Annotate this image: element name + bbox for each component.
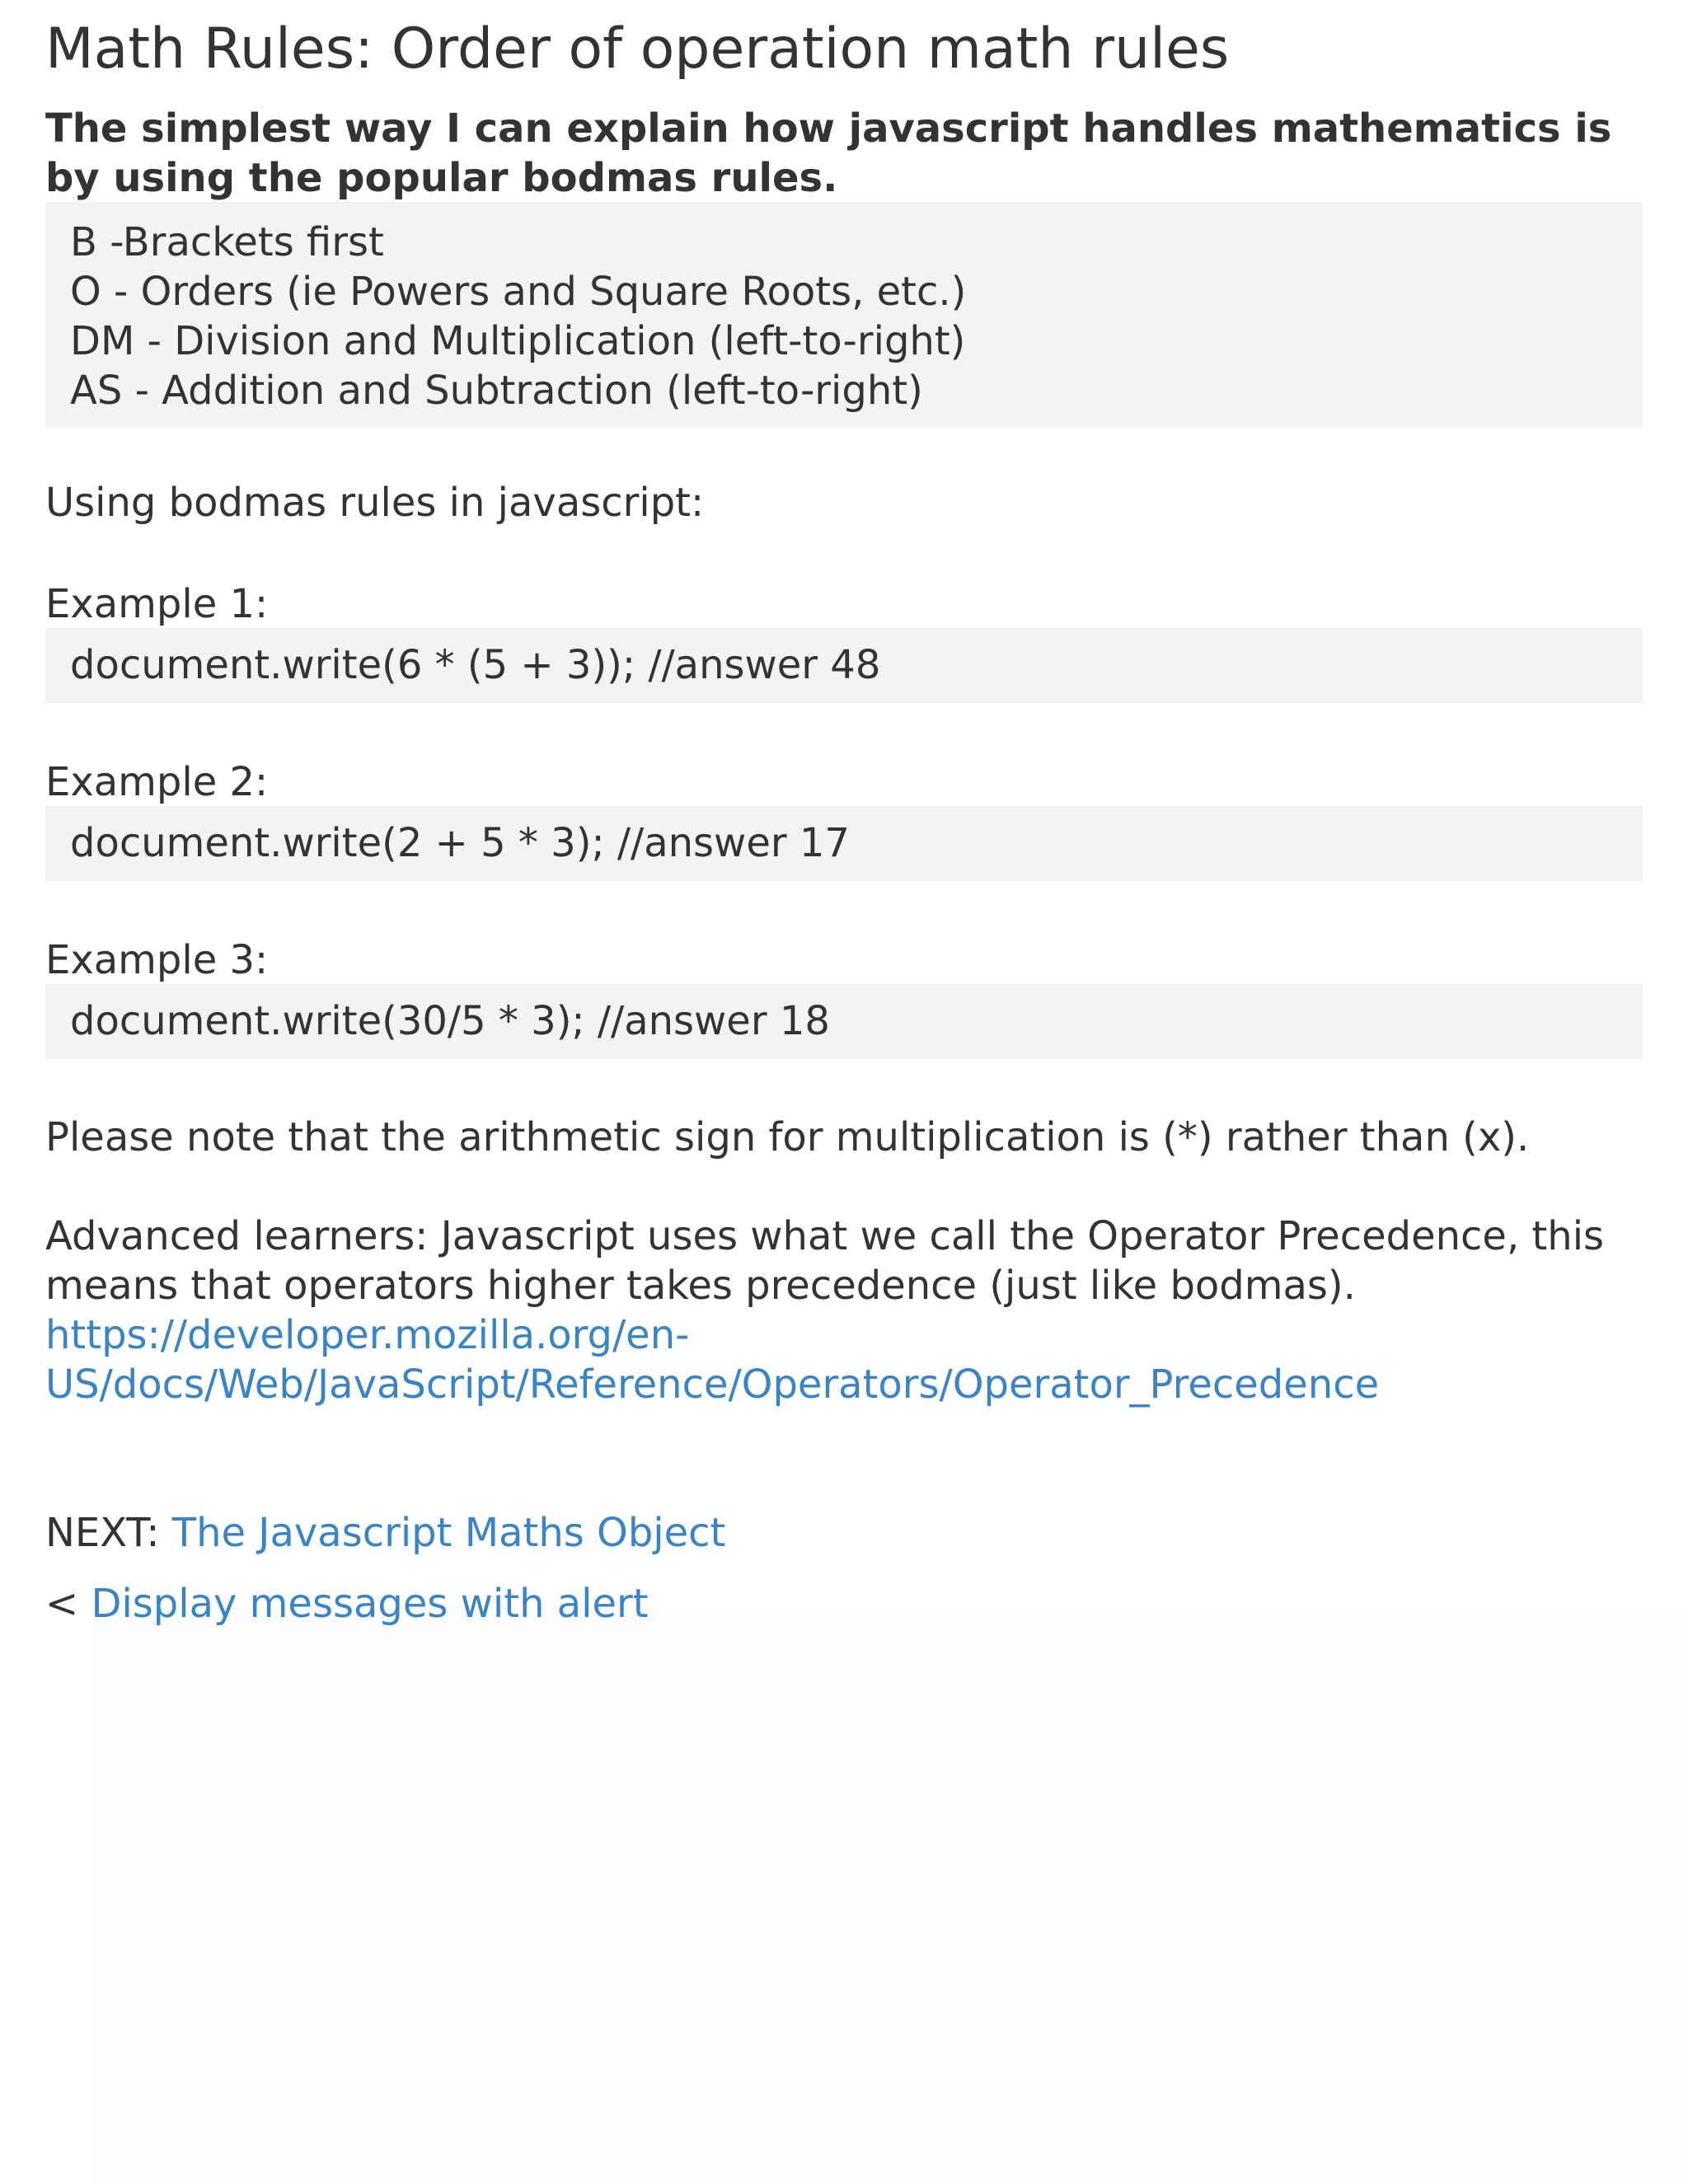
using-label: Using bodmas rules in javascript: [45,480,705,526]
advanced-text: Advanced learners: Javascript uses what we call the Operator Precedence, this means that operators higher takes precedence (just like bodmas). [45,1213,1605,1309]
example-2-code: document.write(2 + 5 * 3); //answer 17 [45,806,1643,881]
page-background-panel [92,1607,1688,2184]
bodmas-rules-box [45,202,1643,427]
next-nav [45,1508,725,1558]
next-prefix: NEXT: [45,1510,160,1556]
next-link[interactable]: The Javascript Maths Object [171,1510,726,1556]
previous-link[interactable]: Display messages with alert [91,1581,649,1627]
operator-precedence-link-line-2: US/docs/Web/JavaScript/Reference/Operators/Operator_Precedence [45,1361,1380,1408]
intro-text: The simplest way I can explain how javascript handles mathematics is by using the popular bodmas rules. [45,105,1612,201]
advanced-section [45,1212,1643,1409]
example-3-label: Example 3: [45,937,269,983]
rule-orders: O - Orders (ie Powers and Square Roots, etc.) [70,269,967,315]
page-title: Math Rules: Order of operation math rules [45,16,1230,82]
rule-division-multiplication: DM - Division and Multiplication (left-to-right) [70,318,966,364]
previous-prefix: < [45,1581,79,1627]
example-3-code: document.write(30/5 * 3); //answer 18 [45,984,1643,1059]
example-1-label: Example 1: [45,581,269,627]
rule-brackets: B -Brackets first [70,219,384,265]
previous-nav [45,1579,649,1629]
operator-precedence-link[interactable] [45,1310,1643,1409]
operator-precedence-link-line-1: https://developer.mozilla.org/en- [45,1312,690,1358]
rule-addition-subtraction: AS - Addition and Subtraction (left-to-right) [70,368,923,414]
multiplication-note: Please note that the arithmetic sign for multiplication is (*) rather than (x). [45,1114,1530,1160]
example-1-code: document.write(6 * (5 + 3)); //answer 48 [45,628,1643,703]
example-2-label: Example 2: [45,759,269,805]
